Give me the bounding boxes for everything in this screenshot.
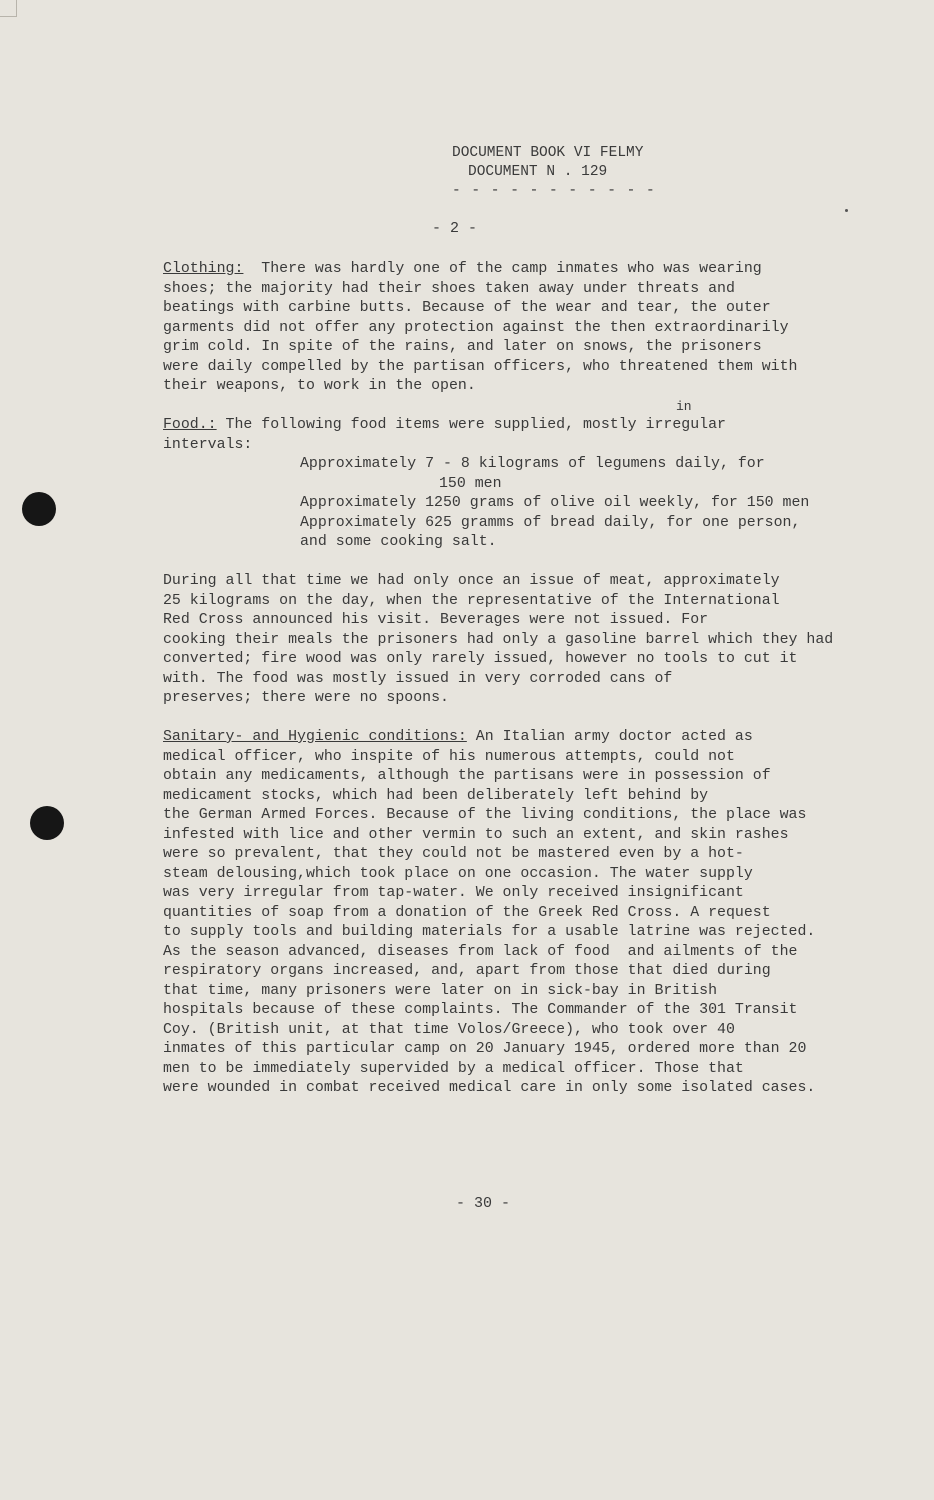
food-item: Approximately 7 - 8 kilograms of legumens daily, for: [300, 456, 765, 472]
meat-line: Red Cross announced his visit. Beverages were not issued. For: [163, 612, 709, 628]
sanitary-line: obtain any medicaments, although the partisans were in possession of: [163, 768, 771, 784]
sanitary-line: were wounded in combat received medical care in only some isolated cases.: [163, 1080, 816, 1096]
meat-line: During all that time we had only once an issue of meat, approximately: [163, 573, 780, 589]
meat-line: converted; fire wood was only rarely issued, however no tools to cut it: [163, 651, 798, 667]
sanitary-line: respiratory organs increased, and, apart from those that died during: [163, 963, 771, 979]
sanitary-line: inmates of this particular camp on 20 January 1945, ordered more than 20: [163, 1041, 807, 1057]
document-body: [163, 260, 883, 1099]
sanitary-line: infested with lice and other vermin to such an extent, and skin rashes: [163, 826, 789, 843]
header-book-line: DOCUMENT BOOK VI FELMY: [452, 145, 644, 161]
page-number-top: - 2 -: [432, 220, 478, 237]
page-corner-mark: [0, 0, 17, 17]
header-rule: - - - - - - - - - - -: [452, 183, 656, 199]
clothing-line: grim cold. In spite of the rains, and later on snows, the prisoners: [163, 339, 762, 355]
sanitary-line: [163, 728, 883, 748]
sanitary-line: to supply tools and building materials for a usable latrine was rejected.: [163, 924, 816, 940]
sanitary-line: that time, many prisoners were later on in sick-bay in British: [163, 982, 718, 999]
document-header: [420, 144, 710, 201]
food-item: Approximately 1250 grams of olive oil weekly, for 150 men: [300, 495, 810, 511]
clothing-line: [163, 260, 883, 280]
food-line: intervals:: [163, 436, 253, 453]
meat-line: cooking their meals the prisoners had only a gasoline barrel which they had: [163, 631, 834, 648]
meat-line: preserves; there were no spoons.: [163, 690, 449, 706]
punch-hole-top: [22, 492, 56, 526]
food-item: 150 men: [439, 475, 502, 492]
clothing-line: their weapons, to work in the open.: [163, 378, 476, 394]
sanitary-line: medical officer, who inspite of his numerous attempts, could not: [163, 748, 735, 765]
handwritten-insertion: in: [676, 398, 692, 414]
sanitary-line: medicament stocks, which had been deliberately left behind by: [163, 787, 709, 804]
food-line: [163, 416, 883, 436]
sanitary-line: quantities of soap from a donation of the Greek Red Cross. A request: [163, 904, 771, 921]
stray-mark: [845, 209, 848, 212]
sanitary-line: the German Armed Forces. Because of the living conditions, the place was: [163, 807, 807, 823]
food-item: Approximately 625 gramms of bread daily, for one person,: [300, 514, 801, 531]
clothing-heading: Clothing:: [163, 261, 244, 277]
clothing-line: beatings with carbine butts. Because of the wear and tear, the outer: [163, 300, 771, 316]
sanitary-line: Coy. (British unit, at that time Volos/Greece), who took over 40: [163, 1021, 735, 1038]
sanitary-line: hospitals because of these complaints. The Commander of the 301 Transit: [163, 1002, 798, 1018]
sanitary-text: An Italian army doctor acted as: [466, 729, 753, 745]
sanitary-line: was very irregular from tap-water. We only received insignificant: [163, 885, 744, 901]
header-document-number: DOCUMENT N . 129: [468, 164, 608, 180]
clothing-text: There was hardly one of the camp inmates who was wearing: [243, 261, 762, 277]
sanitary-line: As the season advanced, diseases from lack of food and ailments of the: [163, 943, 798, 960]
meat-line: 25 kilograms on the day, when the representative of the International: [163, 592, 780, 609]
food-heading: Food.:: [163, 417, 217, 433]
sanitary-heading: Sanitary- and Hygienic conditions:: [163, 729, 467, 745]
clothing-line: shoes; the majority had their shoes taken away under threats and: [163, 280, 735, 297]
clothing-line: were daily compelled by the partisan officers, who threatened them with: [163, 358, 798, 375]
sanitary-line: steam delousing,which took place on one occasion. The water supply: [163, 865, 753, 882]
clothing-line: garments did not offer any protection against the then extraordinarily: [163, 319, 789, 336]
food-item: and some cooking salt.: [300, 534, 497, 550]
food-text: The following food items were supplied, mostly irregular: [216, 417, 726, 433]
sanitary-line: men to be immediately supervided by a medical officer. Those that: [163, 1060, 744, 1077]
punch-hole-bottom: [30, 806, 64, 840]
page-number-bottom: - 30 -: [456, 1195, 511, 1212]
sanitary-line: were so prevalent, that they could not be mastered even by a hot-: [163, 846, 744, 862]
meat-line: with. The food was mostly issued in very corroded cans of: [163, 670, 673, 687]
